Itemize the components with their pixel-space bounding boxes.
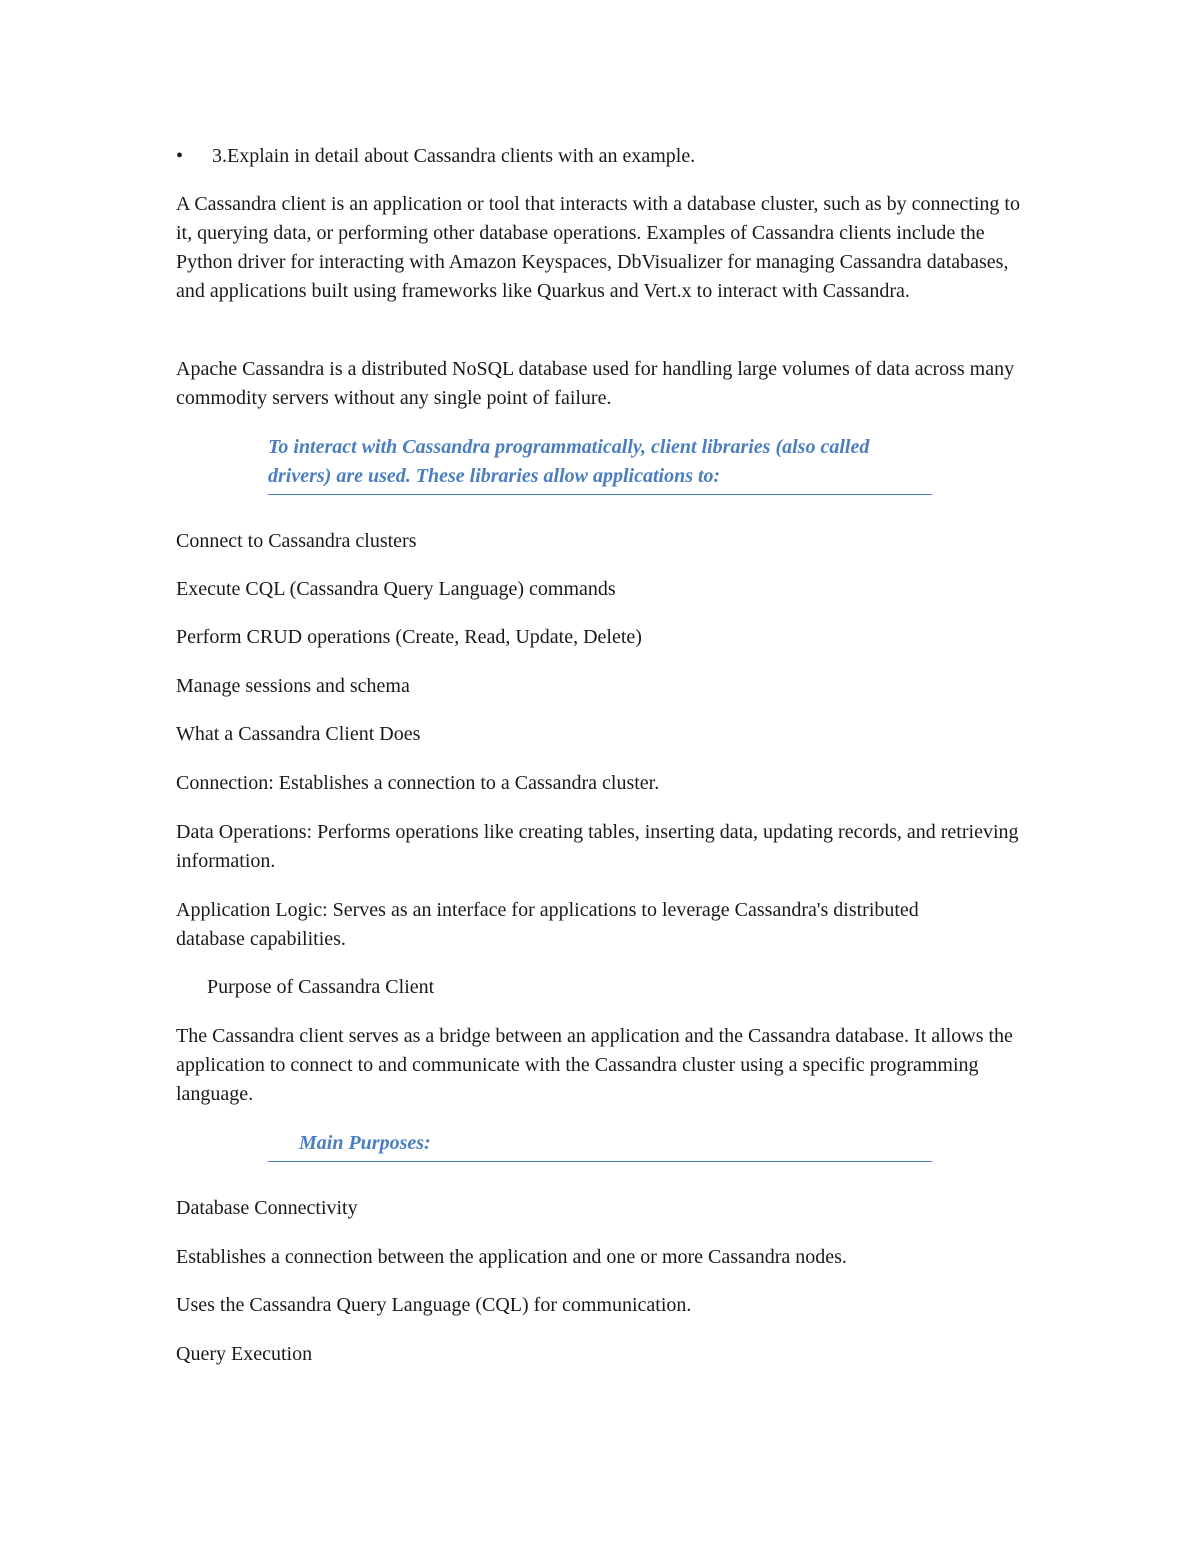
- question-text: 3.Explain in detail about Cassandra clients with an example.: [212, 145, 696, 167]
- list-item-query-execution: Query Execution: [176, 1343, 313, 1365]
- heading-what-client-does: What a Cassandra Client Does: [176, 723, 421, 745]
- application-logic-paragraph: Application Logic: Serves as an interface for applications to leverage Cassandra's distributed database capabilities.: [176, 899, 919, 950]
- data-operations-paragraph: Data Operations: Performs operations like creating tables, inserting data, updating records, and retrieving information.: [176, 821, 1019, 872]
- heading-purpose: Purpose of Cassandra Client: [207, 976, 435, 998]
- bridge-paragraph: The Cassandra client serves as a bridge between an application and the Cassandra database. It allows the application to connect to and communicate with the Cassandra cluster using a specific programming language.: [176, 1025, 1013, 1105]
- list-item-crud: Perform CRUD operations (Create, Read, Update, Delete): [176, 626, 642, 648]
- main-purposes-intense-quote: Main Purposes:: [268, 1129, 932, 1162]
- intro-paragraph: A Cassandra client is an application or tool that interacts with a database cluster, such as by connecting to it, querying data, or performing other database operations. Examples of Cassandra clients include the Python driver for interacting with Amazon Keyspaces, DbVisualizer for managing Cassandra databases, and applications built using frameworks like Quarkus and Vert.x to interact with Cassandra.: [176, 193, 1020, 302]
- list-item-establishes-connection: Establishes a connection between the application and one or more Cassandra nodes.: [176, 1246, 847, 1268]
- list-item-connect: Connect to Cassandra clusters: [176, 530, 417, 552]
- list-item-database-connectivity: Database Connectivity: [176, 1197, 358, 1219]
- list-item-manage-sessions: Manage sessions and schema: [176, 675, 410, 697]
- apache-paragraph: Apache Cassandra is a distributed NoSQL database used for handling large volumes of data across many commodity servers without any single point of failure.: [176, 358, 1015, 409]
- drivers-intense-quote: To interact with Cassandra programmatically, client libraries (also called drivers) are used. These libraries allow applications to:: [268, 433, 932, 495]
- bullet-icon: •: [176, 145, 184, 167]
- connection-paragraph: Connection: Establishes a connection to a Cassandra cluster.: [176, 772, 660, 794]
- list-item-uses-cql: Uses the Cassandra Query Language (CQL) for communication.: [176, 1294, 692, 1316]
- list-item-execute-cql: Execute CQL (Cassandra Query Language) commands: [176, 578, 616, 600]
